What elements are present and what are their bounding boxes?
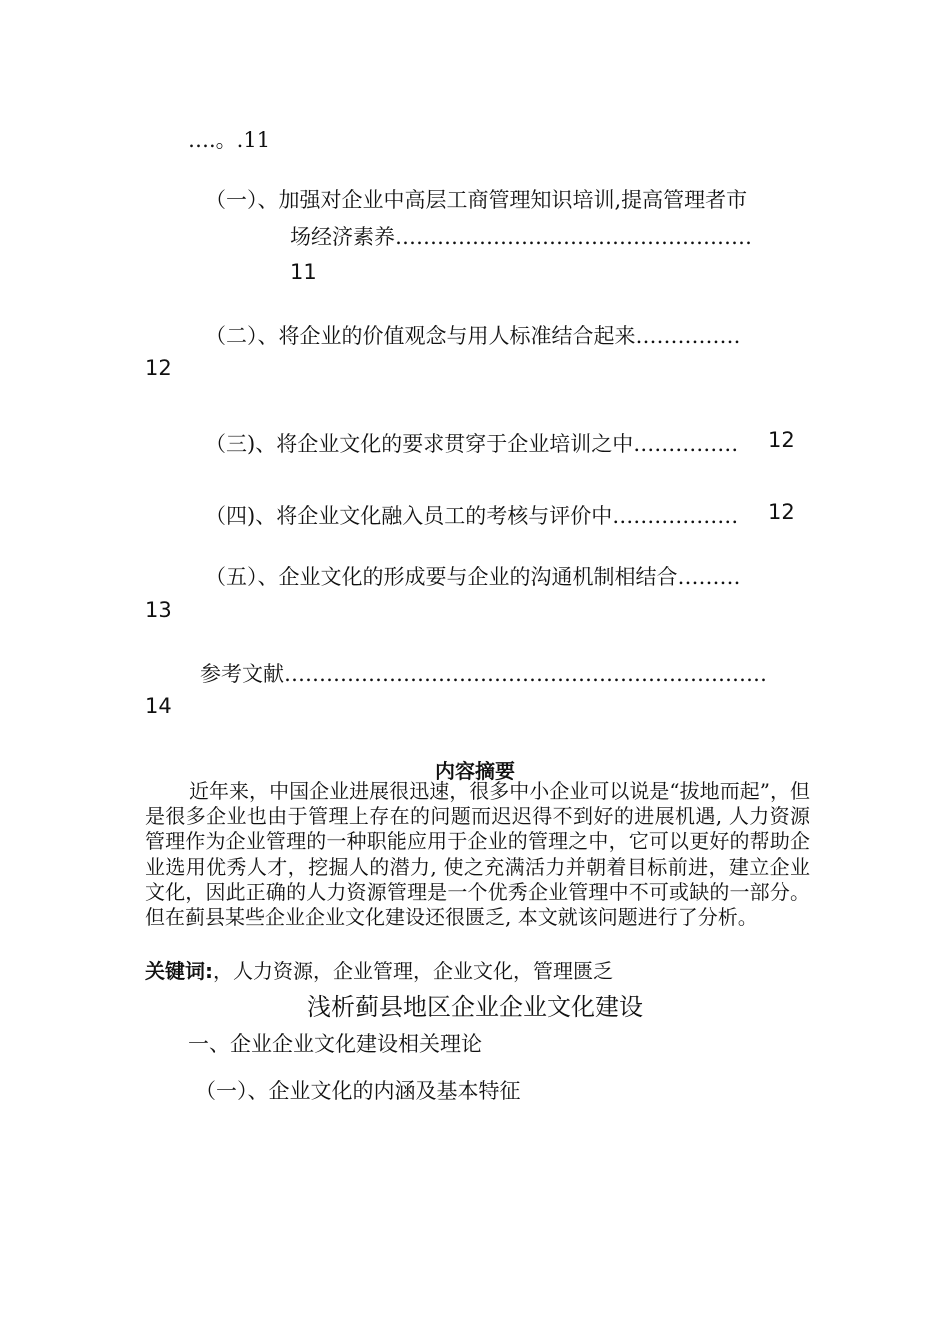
abstract-title: 内容摘要	[435, 759, 515, 783]
keywords-label: 关键词:	[145, 959, 213, 983]
toc-entry-1-label-cont[interactable]: 场经济素养……………………………………………	[290, 225, 752, 249]
toc-entry-4-page[interactable]: 12	[768, 500, 795, 524]
toc-entry-5-label[interactable]: （五）、企业文化的形成要与企业的沟通机制相结合………	[205, 565, 741, 589]
keywords-value: ，人力资源，企业管理，企业文化，管理匮乏	[213, 959, 613, 983]
toc-entry-5-page[interactable]: 13	[145, 598, 172, 622]
article-title: 浅析蓟县地区企业企业文化建设	[307, 993, 643, 1021]
toc-entry-1-page[interactable]: 11	[290, 260, 317, 284]
toc-entry-2-page[interactable]: 12	[145, 356, 172, 380]
abstract-paragraph: 近年来，中国企业进展很迅速，很多中小企业可以说是“拔地而起”，但是很多企业也由于管理上存在的问题而迟迟得不到好的进展机遇, 人力资源管理作为企业管理的一种职能应用于企业的管理之中，它可以更好的帮助企业选用优秀人才，挖掘人的潜力, 使之充满活力并朝着目标前进，建立企业文化，因此正确的人力资源管理是一个优秀企业管理中不可或缺的一部分。但在蓟县某些企业企业文化建设还很匮乏, 本文就该问题进行了分析。	[145, 779, 810, 930]
toc-entry-1-label[interactable]: （一）、加强对企业中高层工商管理知识培训,提高管理者市	[205, 188, 748, 212]
toc-entry-3-label[interactable]: （三)、将企业文化的要求贯穿于企业培训之中……………	[205, 432, 739, 456]
subsection-heading: （一）、企业文化的内涵及基本特征	[195, 1079, 521, 1103]
toc-entry-references-label[interactable]: 参考文献……………………………………………………………	[200, 662, 767, 686]
abstract-body	[145, 779, 810, 930]
toc-fragment: ….。.11	[188, 128, 271, 152]
keywords-line	[145, 955, 613, 984]
toc-entry-references-page[interactable]: 14	[145, 694, 172, 718]
toc-entry-4-label[interactable]: （四)、将企业文化融入员工的考核与评价中………………	[205, 504, 739, 528]
toc-entry-3-page[interactable]: 12	[768, 428, 795, 452]
section-heading: 一、企业企业文化建设相关理论	[188, 1032, 482, 1056]
toc-entry-2-label[interactable]: （二）、将企业的价值观念与用人标准结合起来……………	[205, 324, 741, 348]
